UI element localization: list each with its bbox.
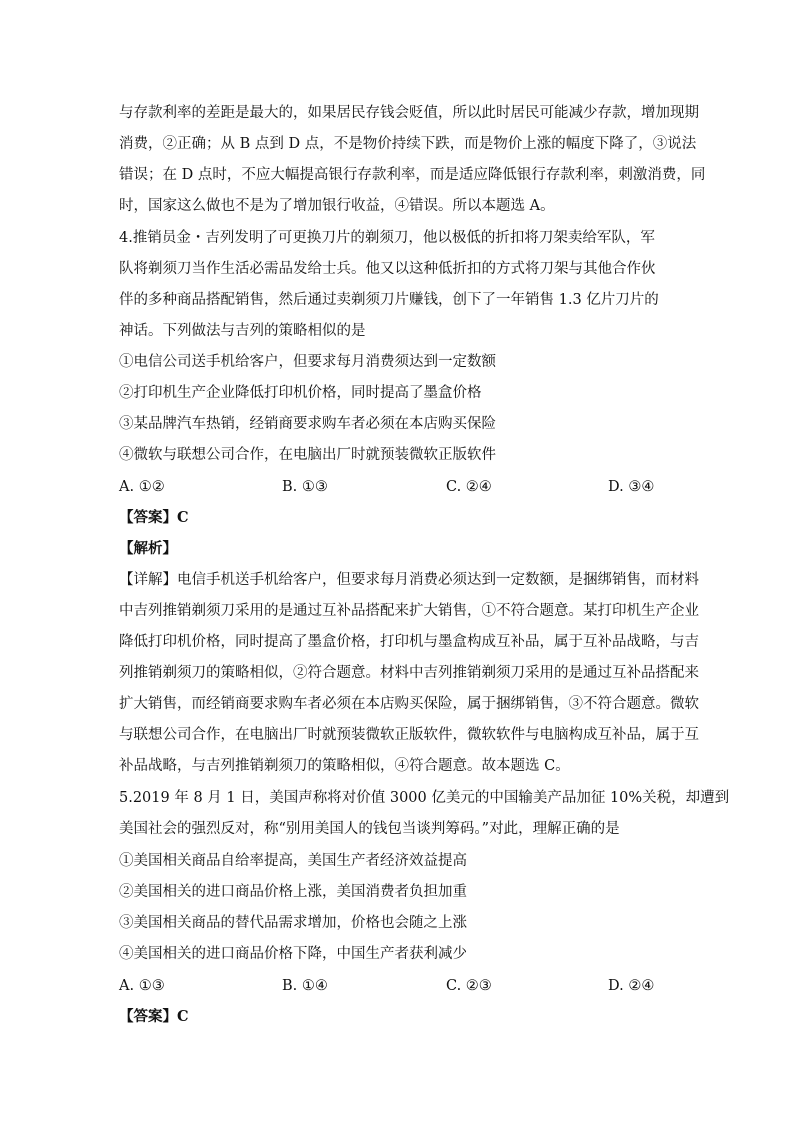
option-d: D. ②④ [608, 978, 655, 994]
question-4-item: ①电信公司送手机给客户，但要求每月消费须达到一定数额 [119, 354, 496, 370]
option-b: B. ①④ [282, 978, 328, 994]
detail-line: 列推销剃须刀的策略相似，②符合题意。材料中吉列推销剃须刀采用的是通过互补品搭配来 [119, 665, 699, 681]
question-4-options [119, 477, 679, 497]
question-5-stem-line: 美国社会的强烈反对，称“别用美国人的钱包当谈判筹码。”对此，理解正确的是 [119, 821, 620, 837]
question-5-item: ②美国相关的进口商品价格上涨，美国消费者负担加重 [119, 884, 467, 900]
question-4-item: ④微软与联想公司合作，在电脑出厂时就预装微软正版软件 [119, 447, 496, 463]
question-5-item: ④美国相关的进口商品价格下降，中国生产者获利减少 [119, 946, 467, 962]
detail-line: 扩大销售，而经销商要求购车者必须在本店购买保险，属于捆绑销售，③不符合题意。微软 [119, 696, 699, 712]
question-4-stem-line: 伴的多种商品搭配销售，然后通过卖剃须刀片赚钱，创下了一年销售 1.3 亿片刀片的 [119, 292, 659, 308]
question-4-item: ③某品牌汽车热销，经销商要求购车者必须在本店购买保险 [119, 416, 496, 432]
detail-line: 与联想公司合作，在电脑出厂时就预装微软正版软件，微软软件与电脑构成互补品，属于互 [119, 727, 699, 743]
answer-label: 【答案】C [119, 1008, 189, 1025]
analysis-label: 【解析】 [119, 540, 177, 557]
detail-line: 中吉列推销剃须刀采用的是通过互补品搭配来扩大销售，①不符合题意。某打印机生产企业 [119, 603, 699, 619]
answer-label: 【答案】C [119, 509, 189, 526]
question-4-stem-line: 队将剃须刀当作生活必需品发给士兵。他又以这种低折扣的方式将刀架与其他合作伙 [119, 261, 656, 277]
option-d: D. ③④ [608, 479, 655, 495]
detail-line: 【详解】电信手机送手机给客户，但要求每月消费必须达到一定数额，是捆绑销售，而材料 [119, 572, 699, 588]
text-line: 错误；在 D 点时，不应大幅提高银行存款利率，而是适应降低银行存款利率，刺激消费，同 [119, 167, 706, 183]
question-5-item: ①美国相关商品自给率提高，美国生产者经济效益提高 [119, 853, 467, 869]
question-4-stem-line: 神话。下列做法与吉列的策略相似的是 [119, 323, 366, 339]
question-5-stem-line: 5.2019 年 8 月 1 日，美国声称将对价值 3000 亿美元的中国输美产品加征 10%关税，却遭到 [119, 790, 730, 806]
question-4-stem-line: 4.推销员金・吉列发明了可更换刀片的剃须刀，他以极低的折扣将刀架卖给军队，军 [119, 230, 655, 246]
text-line: 消费，②正确；从 B 点到 D 点，不是物价持续下跌，而是物价上涨的幅度下降了，③说法 [119, 136, 697, 152]
option-a: A. ①② [119, 479, 165, 495]
question-5-options [119, 976, 679, 996]
text-line: 时，国家这么做也不是为了增加银行收益，④错误。所以本题选 A。 [119, 198, 555, 214]
text-line: 与存款利率的差距是最大的，如果居民存钱会贬值，所以此时居民可能减少存款，增加现期 [119, 105, 699, 121]
question-5-item: ③美国相关商品的替代品需求增加，价格也会随之上涨 [119, 915, 467, 931]
option-c: C. ②④ [446, 479, 492, 495]
option-c: C. ②③ [446, 978, 492, 994]
detail-line: 补品战略，与吉列推销剃须刀的策略相似，④符合题意。故本题选 C。 [119, 758, 570, 774]
option-a: A. ①③ [119, 978, 165, 994]
detail-line: 降低打印机价格，同时提高了墨盒价格，打印机与墨盒构成互补品，属于互补品战略，与吉 [119, 634, 699, 650]
option-b: B. ①③ [282, 479, 328, 495]
question-4-item: ②打印机生产企业降低打印机价格，同时提高了墨盒价格 [119, 385, 482, 401]
